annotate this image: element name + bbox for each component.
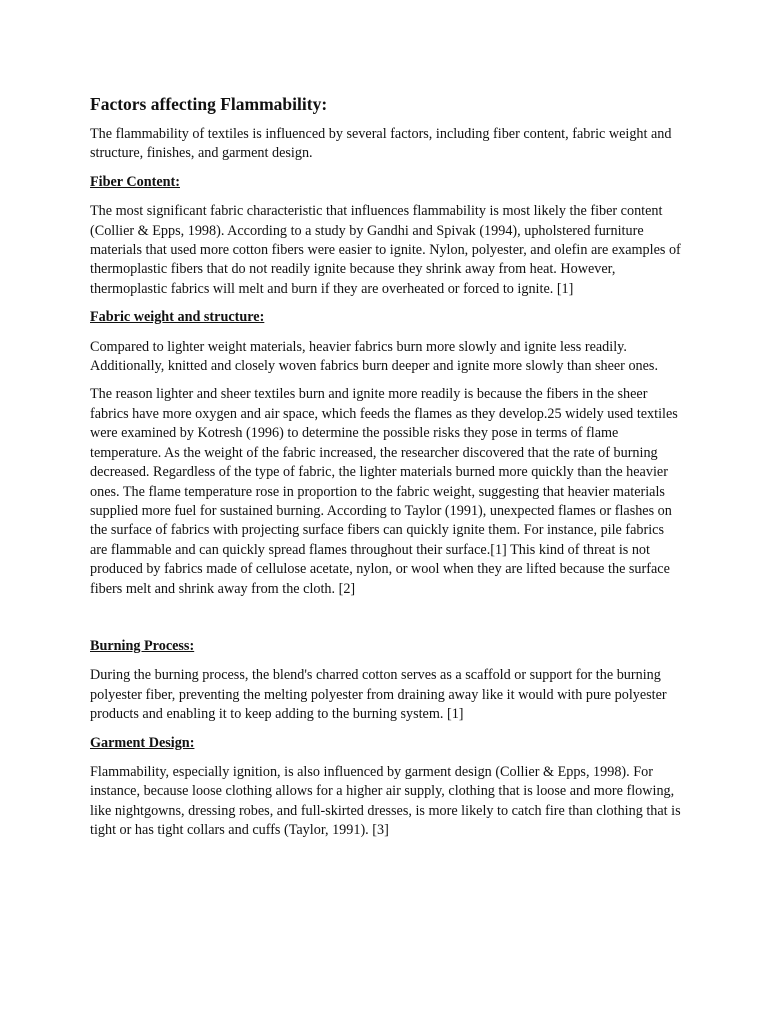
section-heading-burning-process: Burning Process: bbox=[90, 637, 195, 654]
section-heading-garment-design: Garment Design: bbox=[90, 734, 195, 751]
fabric-weight-paragraph-2: The reason lighter and sheer textiles burn and ignite more readily is because the fibers in the sheer fabrics have more oxygen and air space, which feeds the flames as they develop.25 widely used textiles were examined by Kotresh (1996) to determine the possible risks they pose in terms of flame temperature. As the weight of the fabric increased, the researcher discovered that the rate of burning decreased. Regardless of the type of fabric, the lighter materials burned more quickly than the heavier ones. The flame temperature rose in proportion to the fabric weight, suggesting that heavier materials supplied more fuel for sustained burning. According to Taylor (1991), unexpected flames or flashes on the surface of fabrics with projecting surface fibers can quickly ignite them. For instance, pile fabrics are flammable and can quickly spread flames throughout their surface.[1] This kind of threat is not produced by fabrics made of cellulose acetate, nylon, or wool when they are lifted because the surface fibers melt and shrink away from the cloth. [2] bbox=[90, 386, 678, 597]
intro-paragraph: The flammability of textiles is influenced by several factors, including fiber content, fabric weight and structure, finishes, and garment design. bbox=[90, 126, 672, 162]
fabric-weight-paragraph-1: Compared to lighter weight materials, heavier fabrics burn more slowly and ignite less readily. Additionally, knitted and closely woven fabrics burn deeper and ignite more slowly than sheer ones. bbox=[90, 338, 659, 375]
section-heading-fabric-weight: Fabric weight and structure: bbox=[90, 309, 265, 326]
document-title: Factors affecting Flammability: bbox=[90, 94, 328, 114]
section-spacer bbox=[90, 608, 682, 637]
fiber-content-paragraph: The most significant fabric characteristic that influences flammability is most likely the fiber content (Collier & Epps, 1998). According to a study by Gandhi and Spivak (1994), upholstered furniture materials that used more cotton fibers were easier to ignite. Nylon, polyester, and olefin are examples of thermoplastic fibers that do not readily ignite because they shrink away from heat. However, thermoplastic fabrics will melt and burn if they are overheated or forced to ignite. [1] bbox=[90, 203, 681, 297]
section-heading-fiber-content: Fiber Content: bbox=[90, 173, 180, 190]
document-page bbox=[90, 92, 682, 850]
garment-design-paragraph: Flammability, especially ignition, is also influenced by garment design (Collier & Epps, 1998). For instance, because loose clothing allows for a higher air supply, clothing that is loose and more flowing, like nightgowns, dressing robes, and full-skirted dresses, is more likely to catch fire than clothing that is tight or has tight collars and cuffs (Taylor, 1991). [3] bbox=[90, 763, 681, 839]
burning-process-paragraph: During the burning process, the blend's charred cotton serves as a scaffold or support for the burning polyester fiber, preventing the melting polyester from draining away like it would with pure polyester products and enabling it to keep adding to the burning system. [1] bbox=[90, 667, 667, 723]
